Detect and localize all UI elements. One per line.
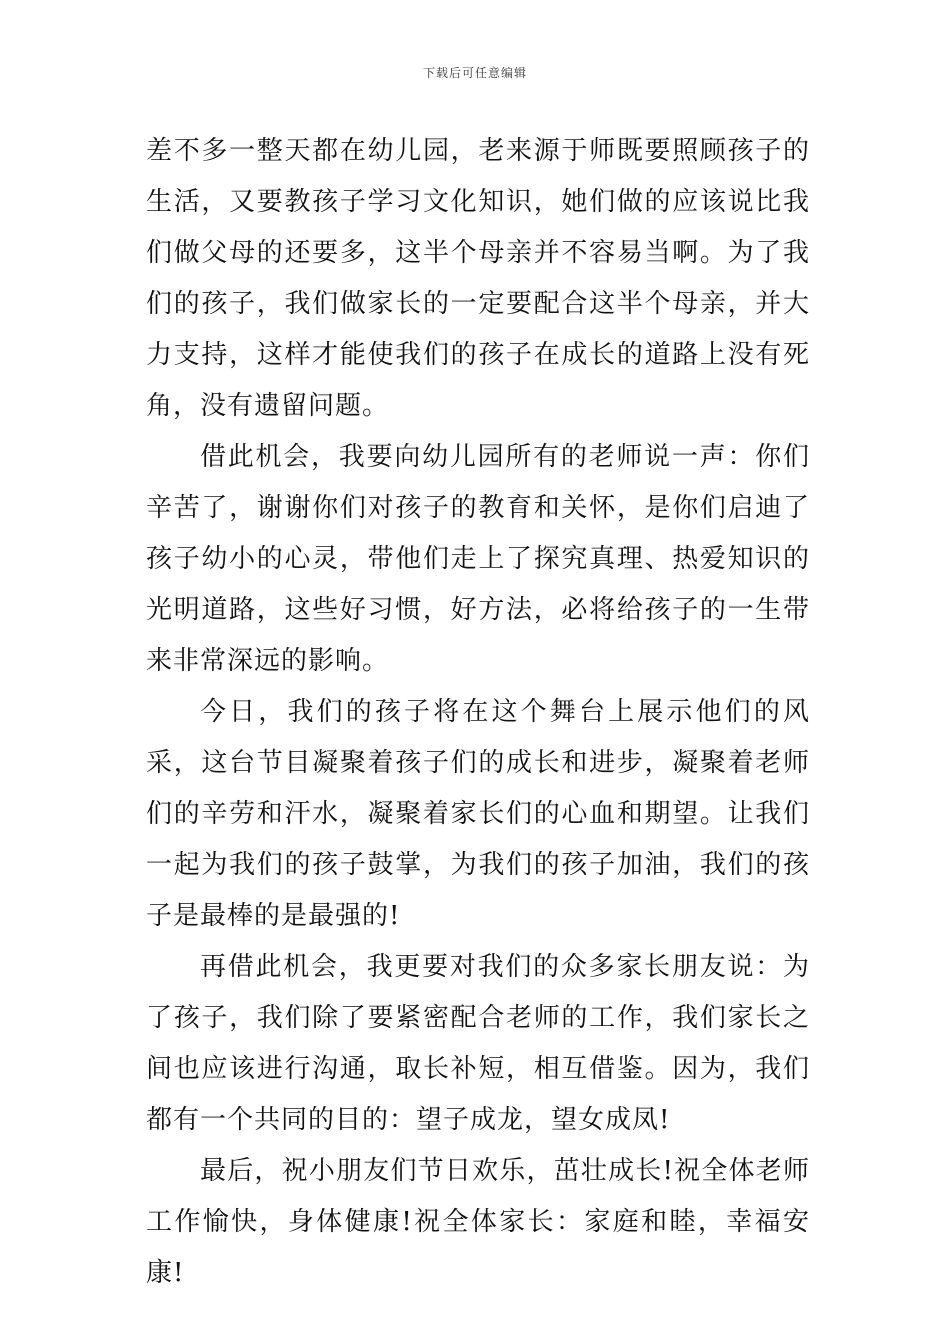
page-header-note: 下载后可任意编辑 (422, 66, 527, 80)
paragraph-2: 借此机会，我要向幼儿园所有的老师说一声：你们辛苦了，谢谢你们对孩子的教育和关怀，是你们启迪了孩子幼小的心灵，带他们走上了探究真理、热爱知识的光明道路，这些好习惯，好方法，必将给孩子的一生带来非常深远的影响。 (146, 442, 810, 676)
paragraph-1: 差不多一整天都在幼儿园，老来源于师既要照顾孩子的生活，又要教孩子学习文化知识，她们做的应该说比我们做父母的还要多，这半个母亲并不容易当啊。为了我们的孩子，我们做家长的一定要配合这半个母亲，并大力支持，这样才能使我们的孩子在成长的道路上没有死角，没有遗留问题。 (146, 136, 810, 421)
document-body (146, 126, 810, 1299)
paragraph-4: 再借此机会，我更要对我们的众多家长朋友说：为了孩子，我们除了要紧密配合老师的工作，我们家长之间也应该进行沟通，取长补短，相互借鉴。因为，我们都有一个共同的目的：望子成龙，望女成凤! (146, 952, 810, 1135)
paragraph-5: 最后，祝小朋友们节日欢乐，茁壮成长!祝全体老师工作愉快，身体健康!祝全体家长：家庭和睦，幸福安康! (146, 1156, 810, 1288)
paragraph-3: 今日，我们的孩子将在这个舞台上展示他们的风采，这台节目凝聚着孩子们的成长和进步，凝聚着老师们的辛劳和汗水，凝聚着家长们的心血和期望。让我们一起为我们的孩子鼓掌，为我们的孩子加油，我们的孩子是最棒的是最强的! (146, 697, 810, 931)
